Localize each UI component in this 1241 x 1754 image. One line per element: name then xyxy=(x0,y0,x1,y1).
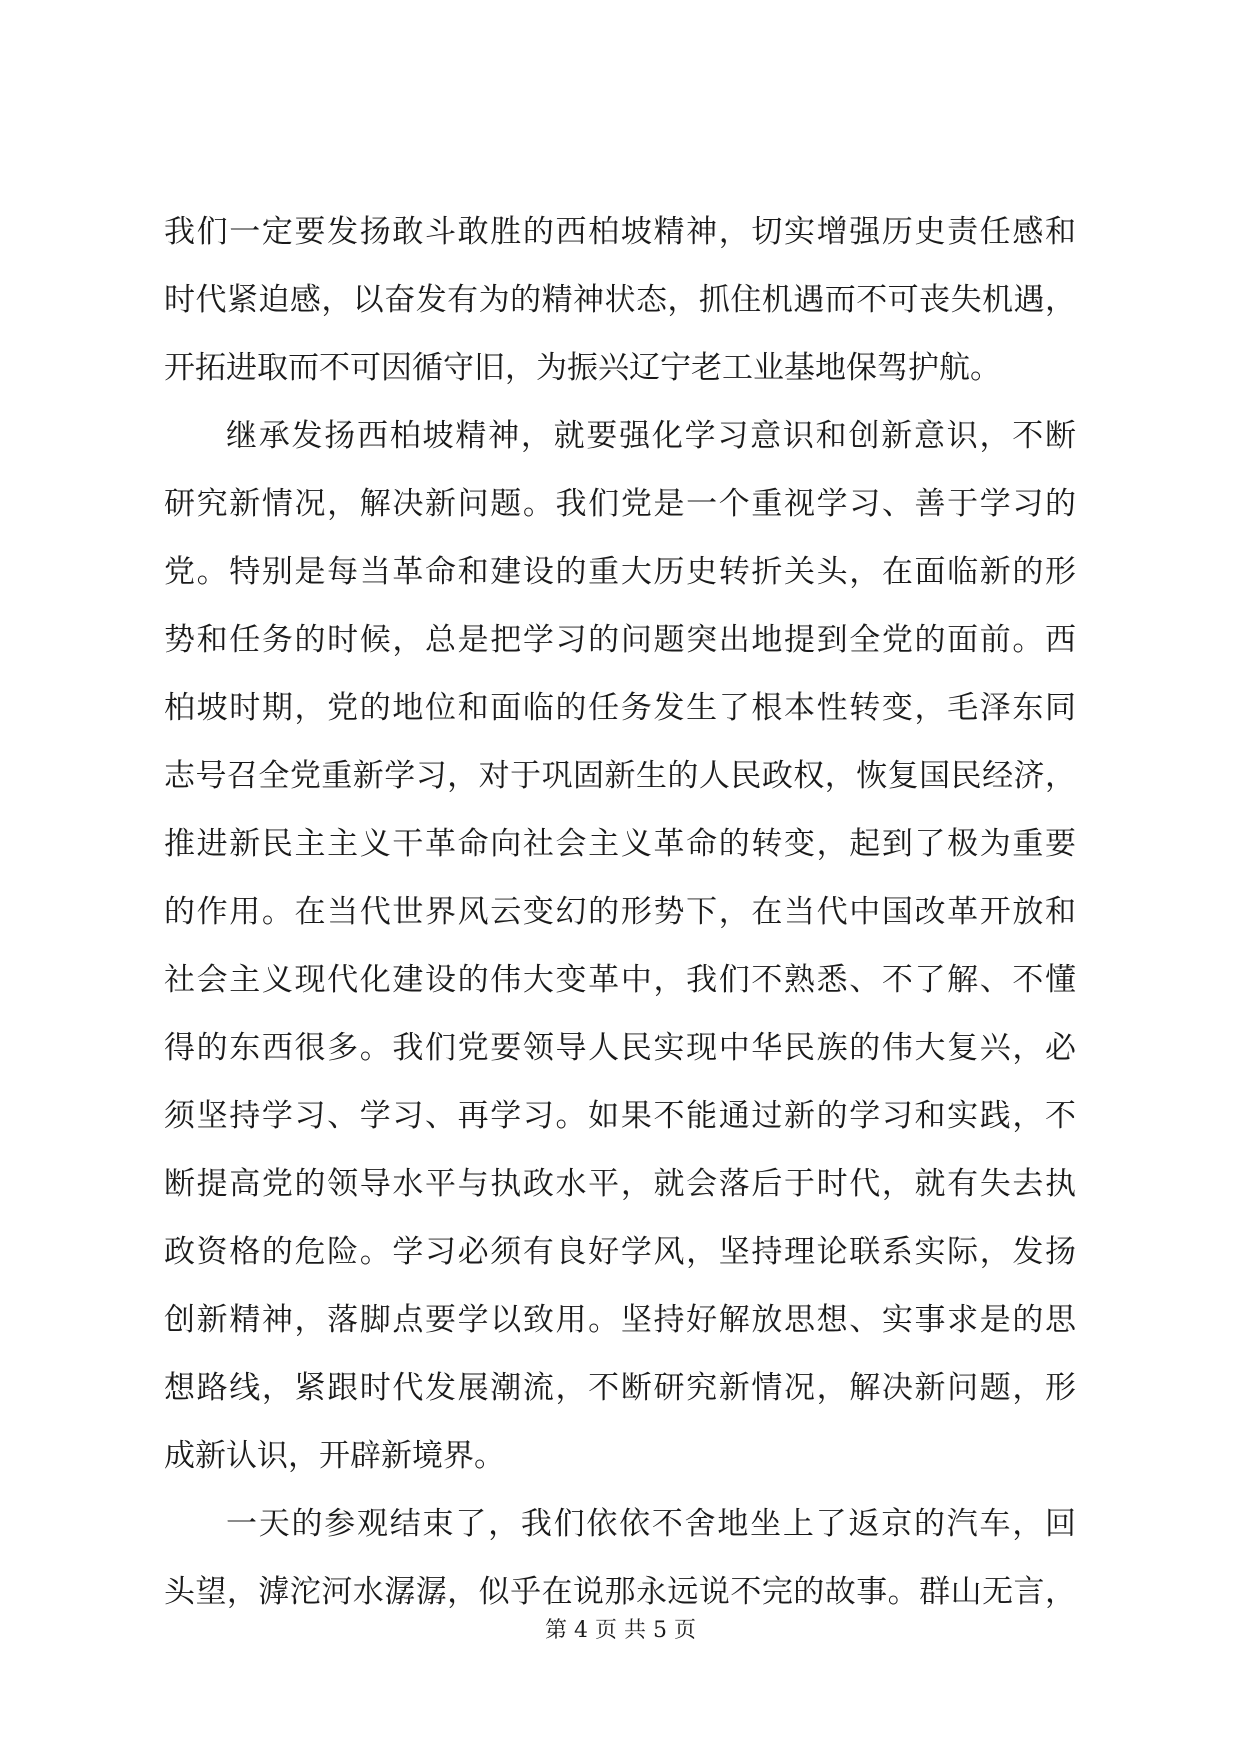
text-line: 志号召全党重新学习，对于巩固新生的人民政权，恢复国民经济， xyxy=(164,758,1076,794)
paragraph xyxy=(164,1490,1076,1626)
text-line: 推进新民主主义干革命向社会主义革命的转变，起到了极为重要 xyxy=(164,826,1076,862)
text-line: 柏坡时期，党的地位和面临的任务发生了根本性转变，毛泽东同 xyxy=(164,690,1076,726)
text-line: 开拓进取而不可因循守旧，为振兴辽宁老工业基地保驾护航。 xyxy=(164,350,1001,386)
text-line: 一天的参观结束了，我们依依不舍地坐上了返京的汽车，回 xyxy=(226,1506,1076,1542)
paragraph xyxy=(164,402,1076,1490)
text-line: 的作用。在当代世界风云变幻的形势下，在当代中国改革开放和 xyxy=(164,894,1076,930)
text-line: 政资格的危险。学习必须有良好学风，坚持理论联系实际，发扬 xyxy=(164,1234,1076,1270)
body-text xyxy=(164,198,1076,1626)
text-line: 社会主义现代化建设的伟大变革中，我们不熟悉、不了解、不懂 xyxy=(164,962,1076,998)
text-line: 断提高党的领导水平与执政水平，就会落后于时代，就有失去执 xyxy=(164,1166,1076,1202)
text-line: 我们一定要发扬敢斗敢胜的西柏坡精神，切实增强历史责任感和 xyxy=(164,214,1076,250)
text-line: 得的东西很多。我们党要领导人民实现中华民族的伟大复兴，必 xyxy=(164,1030,1076,1066)
text-line: 时代紧迫感，以奋发有为的精神状态，抓住机遇而不可丧失机遇， xyxy=(164,282,1076,318)
text-line: 头望，滹沱河水潺潺，似乎在说那永远说不完的故事。群山无言， xyxy=(164,1574,1076,1610)
text-line: 须坚持学习、学习、再学习。如果不能通过新的学习和实践，不 xyxy=(164,1098,1076,1134)
text-line: 继承发扬西柏坡精神，就要强化学习意识和创新意识，不断 xyxy=(226,418,1076,454)
text-line: 势和任务的时候，总是把学习的问题突出地提到全党的面前。西 xyxy=(164,622,1076,658)
paragraph xyxy=(164,198,1076,402)
text-line: 研究新情况，解决新问题。我们党是一个重视学习、善于学习的 xyxy=(164,486,1076,522)
page-footer: 第 4 页 共 5 页 xyxy=(545,1618,696,1643)
text-line: 创新精神，落脚点要学以致用。坚持好解放思想、实事求是的思 xyxy=(164,1302,1076,1338)
text-line: 党。特别是每当革命和建设的重大历史转折关头，在面临新的形 xyxy=(164,554,1076,590)
text-line: 想路线，紧跟时代发展潮流，不断研究新情况，解决新问题，形 xyxy=(164,1370,1076,1406)
text-line: 成新认识，开辟新境界。 xyxy=(164,1438,505,1474)
